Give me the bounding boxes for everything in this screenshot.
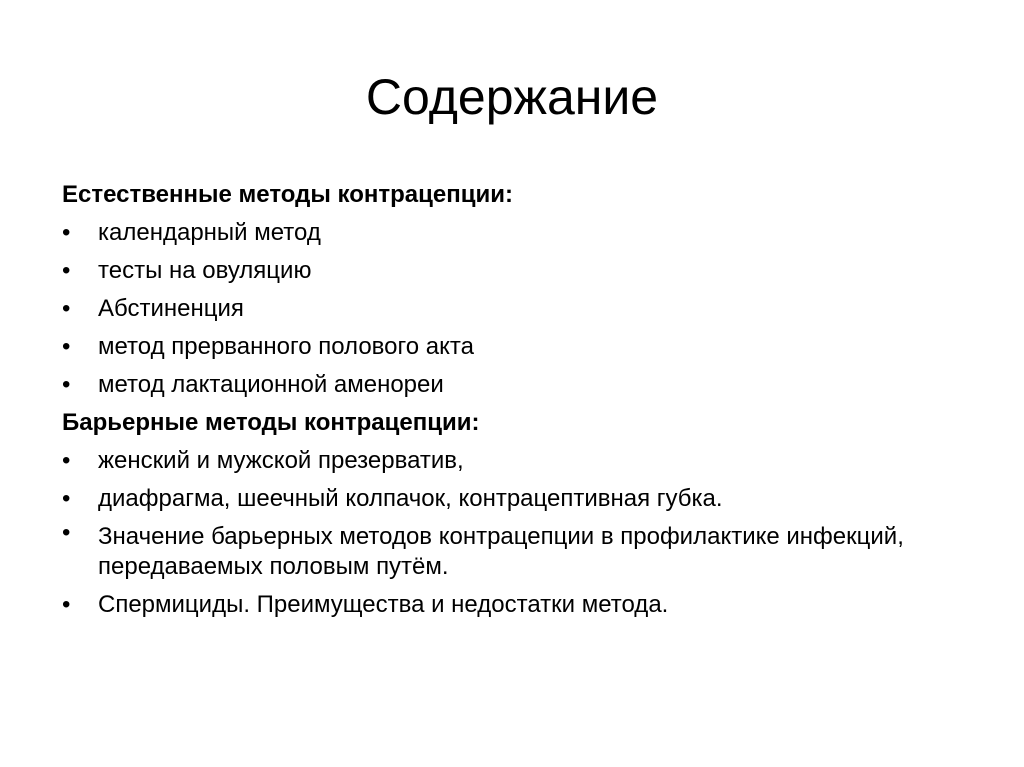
list-item [62, 328, 962, 366]
list-item-text: метод прерванного полового акта [98, 333, 474, 360]
bullet-icon: • [62, 485, 71, 512]
list-item [62, 518, 962, 586]
list-item [62, 366, 962, 404]
list-item-text: тесты на овуляцию [98, 257, 312, 284]
list-item-text: Значение барьерных методов контрацепции в профилактике инфекций, передаваемых половым путём. [98, 523, 904, 580]
list-item [62, 214, 962, 252]
bullet-icon: • [62, 219, 71, 246]
slide-title: Содержание [365, 69, 659, 125]
list-item [62, 290, 962, 328]
list-item-text: Спермициды. Преимущества и недостатки метода. [98, 591, 669, 618]
slide-content [62, 176, 962, 624]
bullet-icon: • [62, 333, 71, 360]
bullet-icon: • [62, 257, 71, 284]
list-item-text: календарный метод [98, 219, 321, 246]
list-item-text: женский и мужской презерватив, [98, 447, 464, 474]
list-item [62, 586, 962, 624]
natural-methods-list [62, 214, 962, 404]
bullet-icon: • [62, 519, 71, 546]
section-heading-barrier-methods: Барьерные методы контрацепции: [62, 409, 480, 436]
list-item-text: Абстиненция [98, 295, 244, 322]
list-item [62, 442, 962, 480]
bullet-icon: • [62, 371, 71, 398]
bullet-icon: • [62, 447, 71, 474]
bullet-icon: • [62, 591, 71, 618]
list-item [62, 252, 962, 290]
list-item-text: диафрагма, шеечный колпачок, контрацептивная губка. [98, 485, 723, 512]
list-item [62, 480, 962, 518]
bullet-icon: • [62, 295, 71, 322]
list-item-text: метод лактационной аменореи [98, 371, 444, 398]
section-heading-natural-methods: Естественные методы контрацепции: [62, 181, 513, 208]
barrier-methods-list [62, 442, 962, 624]
